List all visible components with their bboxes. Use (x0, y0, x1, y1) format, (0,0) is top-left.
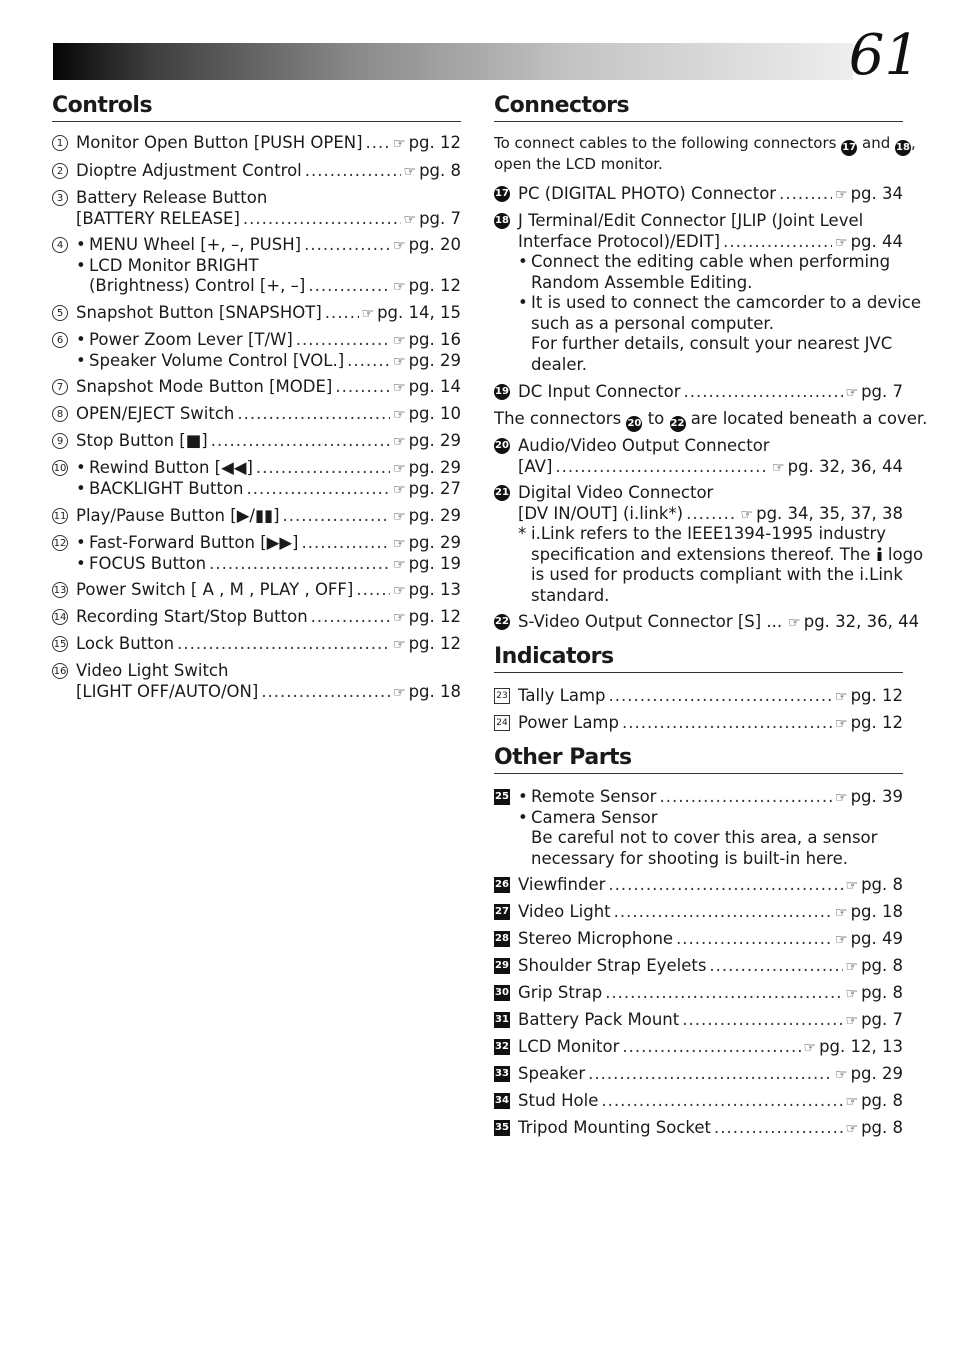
item-marker: 29 (494, 958, 510, 974)
marker-17: 17 (841, 140, 857, 156)
item-marker: 8 (52, 406, 68, 422)
item-marker: 2 (52, 163, 68, 179)
page-ref-icon: ☞ (845, 1013, 859, 1029)
marker-18: 18 (895, 140, 911, 156)
page-ref-icon: ☞ (393, 434, 406, 450)
page-ref-icon: ☞ (393, 380, 406, 396)
control-item-11: 11 Play/Pause Button [▶/▮▮] ..... ☞ pg. 29 (52, 506, 461, 527)
page-ref-icon: ☞ (803, 1040, 817, 1056)
page-ref-icon: ☞ (772, 459, 785, 476)
item-marker: 32 (494, 1039, 510, 1055)
control-item-12: 12 • Fast-Forward Button [▶▶] ..... ☞ pg. 29 • FOCUS Button ..... ☞ pg. 19 (52, 533, 461, 574)
other-item-28: 28 Stereo Microphone ..... ☞ pg. 49 (494, 929, 903, 950)
item-marker: 16 (52, 663, 68, 679)
item-marker: 18 (494, 213, 510, 229)
connector-item-21: 21 Digital Video Connector [DV IN/OUT] (i.link*) ..... ☞ pg. 34, 35, 37, 38 * i.Link refers to the IEEE1394-1995 industry specification and extensions thereof. The logo is used for products compliant with the i.Link standard. (494, 483, 903, 606)
item-marker: 19 (494, 384, 510, 400)
item-marker: 31 (494, 1012, 510, 1028)
other-item-32: 32 LCD Monitor ..... ☞ pg. 12, 13 (494, 1037, 903, 1058)
control-item-10: 10 • Rewind Button [◀◀] ..... ☞ pg. 29 • BACKLIGHT Button ..... ☞ pg. 27 (52, 458, 461, 499)
page-ref-icon: ☞ (393, 353, 406, 370)
page-ref-icon: ☞ (403, 164, 417, 180)
item-marker: 12 (52, 535, 68, 551)
control-item-7: 7 Snapshot Mode Button [MODE] ..... ☞ pg. 14 (52, 377, 461, 398)
item-marker: 22 (494, 614, 510, 630)
indicator-item-23: 23 Tally Lamp ..... ☞ pg. 12 (494, 686, 903, 707)
marker-22: 22 (670, 416, 686, 432)
header-gradient-bar (53, 43, 853, 80)
page-ref-icon: ☞ (393, 556, 406, 573)
other-item-33: 33 Speaker ..... ☞ pg. 29 (494, 1064, 903, 1085)
control-item-5: 5 Snapshot Button [SNAPSHOT] ..... ☞ pg. 14, 15 (52, 303, 461, 324)
page-ref-icon: ☞ (835, 790, 848, 806)
page-ref-icon: ☞ (835, 932, 848, 948)
item-marker: 7 (52, 379, 68, 395)
item-marker: 17 (494, 186, 510, 202)
page-ref-icon: ☞ (393, 536, 406, 552)
other-item-34: 34 Stud Hole ..... ☞ pg. 8 (494, 1091, 903, 1112)
page-ref-icon: ☞ (393, 481, 406, 498)
connector-item-17: 17 PC (DIGITAL PHOTO) Connector ..... ☞ pg. 34 (494, 184, 903, 205)
page-ref-icon: ☞ (393, 684, 406, 701)
page-ref-icon: ☞ (393, 610, 406, 626)
item-marker: 4 (52, 237, 68, 253)
item-marker: 24 (494, 715, 510, 731)
connector-item-19: 19 DC Input Connector ..... ☞ pg. 7 (494, 382, 903, 403)
other-parts-heading: Other Parts (494, 744, 903, 774)
page-ref-icon: ☞ (393, 461, 406, 477)
control-item-13: 13 Power Switch [ A , M , PLAY , OFF] ..... ☞ pg. 13 (52, 580, 461, 601)
item-marker: 13 (52, 582, 68, 598)
control-item-6: 6 • Power Zoom Lever [T/W] ..... ☞ pg. 16 • Speaker Volume Control [VOL.] ..... ☞ pg. 29 (52, 330, 461, 371)
item-marker: 25 (494, 789, 510, 805)
item-marker: 21 (494, 485, 510, 501)
indicators-heading: Indicators (494, 643, 903, 673)
page-ref-icon: ☞ (835, 689, 848, 705)
page-ref-icon: ☞ (835, 187, 848, 203)
item-marker: 15 (52, 636, 68, 652)
connector-item-18: 18 J Terminal/Edit Connector [JLIP (Joint Level Interface Protocol)/EDIT] ..... ☞ pg. 44 • Connect the editing cable when performing Random Assemble Editing. • It is used to connect the camcorder to a device such as a personal computer. For further details, consult your nearest JVC dealer. (494, 211, 903, 375)
item-marker: 35 (494, 1120, 510, 1136)
item-marker: 20 (494, 438, 510, 454)
control-item-9: 9 Stop Button [■] ..... ☞ pg. 29 (52, 431, 461, 452)
page-ref-icon: ☞ (845, 959, 859, 975)
page-ref-icon: ☞ (845, 986, 859, 1002)
item-marker: 34 (494, 1093, 510, 1109)
other-item-35: 35 Tripod Mounting Socket ..... ☞ pg. 8 (494, 1118, 903, 1139)
control-item-15: 15 Lock Button ..... ☞ pg. 12 (52, 634, 461, 655)
page-ref-icon: ☞ (403, 211, 417, 228)
page-ref-icon: ☞ (845, 1121, 859, 1137)
item-marker: 23 (494, 688, 510, 704)
page-ref-icon: ☞ (393, 279, 406, 295)
page-ref-icon: ☞ (845, 878, 859, 894)
control-item-16: 16 Video Light Switch [LIGHT OFF/AUTO/ON] ..... ☞ pg. 18 (52, 661, 461, 702)
other-item-27: 27 Video Light ..... ☞ pg. 18 (494, 902, 903, 923)
item-marker: 26 (494, 877, 510, 893)
page-ref-icon: ☞ (393, 136, 406, 152)
controls-heading: Controls (52, 92, 461, 122)
ilink-logo-icon (876, 547, 883, 562)
page-ref-icon: ☞ (393, 583, 406, 599)
page-ref-icon: ☞ (788, 615, 801, 631)
connectors-intro: To connect cables to the following connectors 17 and 18, open the LCD monitor. (494, 134, 916, 173)
other-item-26: 26 Viewfinder ..... ☞ pg. 8 (494, 875, 903, 896)
page-ref-icon: ☞ (835, 905, 848, 921)
page-ref-icon: ☞ (393, 407, 406, 423)
page-ref-icon: ☞ (393, 509, 406, 525)
connector-item-22: 22 S-Video Output Connector [S] ... ☞ pg. 32, 36, 44 (495, 612, 920, 631)
control-item-8: 8 OPEN/EJECT Switch ..... ☞ pg. 10 (52, 404, 461, 425)
item-marker: 30 (494, 985, 510, 1001)
page-number: 61 (848, 23, 920, 88)
item-marker: 11 (52, 508, 68, 524)
page-ref-icon: ☞ (393, 238, 406, 254)
connector-item-20: 20 Audio/Video Output Connector [AV] ..... ☞ pg. 32, 36, 44 (494, 436, 903, 477)
indicator-item-24: 24 Power Lamp ..... ☞ pg. 12 (494, 713, 903, 734)
page-ref-icon: ☞ (835, 1067, 848, 1083)
item-marker: 14 (52, 609, 68, 625)
item-marker: 9 (52, 433, 68, 449)
connectors-heading: Connectors (494, 92, 903, 122)
control-item-14: 14 Recording Start/Stop Button ..... ☞ pg. 12 (52, 607, 461, 628)
marker-20: 20 (626, 416, 642, 432)
item-marker: 28 (494, 931, 510, 947)
item-marker: 27 (494, 904, 510, 920)
control-item-2: 2 Dioptre Adjustment Control ..... ☞ pg. 8 (52, 161, 461, 182)
page-ref-icon: ☞ (393, 333, 406, 349)
other-item-30: 30 Grip Strap ..... ☞ pg. 8 (494, 983, 903, 1004)
other-item-29: 29 Shoulder Strap Eyelets ..... ☞ pg. 8 (494, 956, 903, 977)
page-ref-icon: ☞ (845, 1094, 859, 1110)
page-ref-icon: ☞ (740, 506, 754, 523)
cover-note: The connectors 20 to 22 are located beneath a cover. (494, 409, 903, 430)
control-item-3: 3 Battery Release Button [BATTERY RELEASE] ..... ☞ pg. 7 (52, 188, 461, 229)
item-marker: 5 (52, 305, 68, 321)
page-ref-icon: ☞ (835, 234, 848, 251)
other-item-31: 31 Battery Pack Mount ..... ☞ pg. 7 (494, 1010, 903, 1031)
control-item-4: 4 • MENU Wheel [+, –, PUSH] ..... ☞ pg. 20 • LCD Monitor BRIGHT (Brightness) Control [+, –] ..... ☞ pg. 12 (52, 235, 461, 297)
item-marker: 33 (494, 1066, 510, 1082)
page-ref-icon: ☞ (361, 306, 375, 322)
page-ref-icon: ☞ (845, 385, 859, 401)
other-item-25: 25 • Remote Sensor ..... ☞ pg. 39 • Camera Sensor Be careful not to cover this area, a sensor necessary for shooting is built-in here. (494, 787, 903, 869)
page-ref-icon: ☞ (393, 637, 406, 653)
page-ref-icon: ☞ (835, 716, 848, 732)
item-marker: 10 (52, 460, 68, 476)
item-marker: 3 (52, 190, 68, 206)
item-marker: 6 (52, 332, 68, 348)
item-marker: 1 (52, 135, 68, 151)
control-item-1: 1 Monitor Open Button [PUSH OPEN] ..... ☞ pg. 12 (52, 133, 461, 154)
